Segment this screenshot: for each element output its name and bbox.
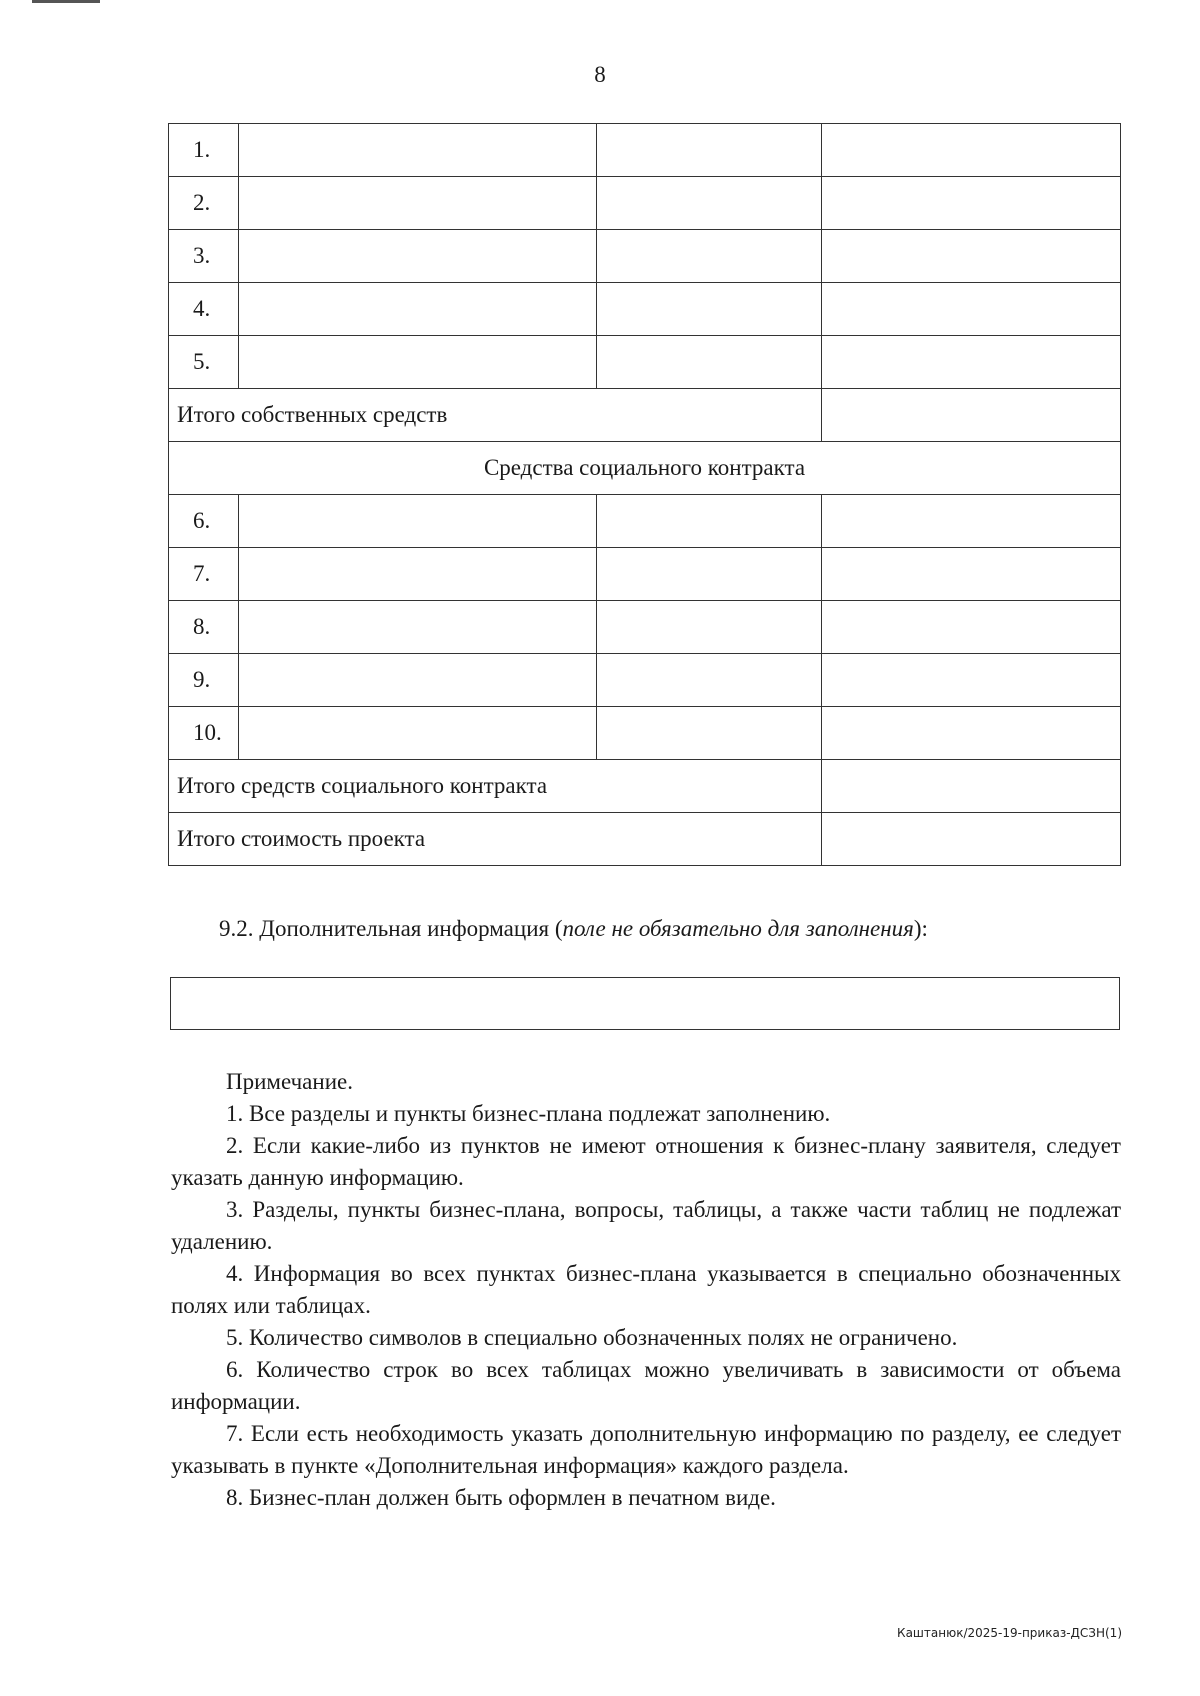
additional-info-suffix: ):: [913, 916, 928, 941]
section-row: [169, 442, 1121, 495]
table-cell: [822, 177, 1121, 230]
row-number: 9.: [169, 654, 239, 707]
table-row: [169, 495, 1121, 548]
own-total-label: Итого собственных средств: [169, 389, 822, 442]
table-row: [169, 283, 1121, 336]
table-cell: [597, 654, 822, 707]
row-number: 5.: [169, 336, 239, 389]
table-cell: [239, 283, 597, 336]
scan-corner-mark: [32, 0, 100, 3]
notes-block: [171, 1066, 1121, 1514]
row-number: 4.: [169, 283, 239, 336]
social-total-row: [169, 760, 1121, 813]
table-cell: [239, 707, 597, 760]
table-cell: [597, 124, 822, 177]
document-reference: Каштанюк/2025-19-приказ-ДСЗН(1): [897, 1626, 1122, 1640]
note-item: 6. Количество строк во всех таблицах можно увеличивать в зависимости от объема информации.: [171, 1357, 1121, 1414]
table-cell: [239, 601, 597, 654]
social-total-value: [822, 760, 1121, 813]
row-number: 2.: [169, 177, 239, 230]
project-total-row: [169, 813, 1121, 866]
row-number: 3.: [169, 230, 239, 283]
note-item: 3. Разделы, пункты бизнес-плана, вопросы, таблицы, а также части таблиц не подлежат удалению.: [171, 1197, 1121, 1254]
table-cell: [239, 177, 597, 230]
table-cell: [597, 336, 822, 389]
table-cell: [239, 124, 597, 177]
table-row: [169, 124, 1121, 177]
note-item: 8. Бизнес-план должен быть оформлен в печатном виде.: [226, 1485, 776, 1510]
page-number: 8: [594, 62, 606, 87]
table-cell: [822, 230, 1121, 283]
note-item: 7. Если есть необходимость указать дополнительную информацию по разделу, ее следует указывать в пункте «Дополнительная информация» каждого раздела.: [171, 1421, 1121, 1478]
row-number: 1.: [169, 124, 239, 177]
row-number: 10.: [169, 707, 239, 760]
table-row: [169, 601, 1121, 654]
table-cell: [597, 601, 822, 654]
note-item: 5. Количество символов в специально обозначенных полях не ограничено.: [226, 1325, 958, 1350]
table-cell: [822, 548, 1121, 601]
row-number: 6.: [169, 495, 239, 548]
additional-info-heading: [219, 916, 928, 942]
table-row: [169, 654, 1121, 707]
project-total-label: Итого стоимость проекта: [169, 813, 822, 866]
table-cell: [597, 230, 822, 283]
additional-info-optional-note: поле не обязательно для заполнения: [562, 916, 914, 941]
table-cell: [822, 124, 1121, 177]
additional-info-label: 9.2. Дополнительная информация (: [219, 916, 563, 941]
row-number: 7.: [169, 548, 239, 601]
row-number: 8.: [169, 601, 239, 654]
own-total-row: [169, 389, 1121, 442]
social-section-heading: Средства социального контракта: [169, 442, 1121, 495]
table-cell: [597, 495, 822, 548]
table-row: [169, 707, 1121, 760]
table-row: [169, 177, 1121, 230]
own-total-value: [822, 389, 1121, 442]
notes-heading: Примечание.: [226, 1069, 353, 1094]
table-row: [169, 336, 1121, 389]
table-cell: [822, 283, 1121, 336]
table-cell: [597, 283, 822, 336]
table-row: [169, 548, 1121, 601]
table-cell: [822, 601, 1121, 654]
table-cell: [597, 707, 822, 760]
table-cell: [239, 654, 597, 707]
table-cell: [239, 495, 597, 548]
budget-table: [168, 123, 1121, 866]
table-row: [169, 230, 1121, 283]
table-cell: [597, 177, 822, 230]
project-total-value: [822, 813, 1121, 866]
additional-info-field[interactable]: [170, 977, 1120, 1030]
table-cell: [239, 336, 597, 389]
table-cell: [822, 654, 1121, 707]
note-item: 4. Информация во всех пунктах бизнес-плана указывается в специально обозначенных полях или таблицах.: [171, 1261, 1121, 1318]
table-cell: [597, 548, 822, 601]
social-total-label: Итого средств социального контракта: [169, 760, 822, 813]
table-cell: [239, 230, 597, 283]
table-cell: [822, 336, 1121, 389]
table-cell: [822, 495, 1121, 548]
table-cell: [239, 548, 597, 601]
table-cell: [822, 707, 1121, 760]
note-item: 1. Все разделы и пункты бизнес-плана подлежат заполнению.: [226, 1101, 831, 1126]
note-item: 2. Если какие-либо из пунктов не имеют отношения к бизнес-плану заявителя, следует указать данную информацию.: [171, 1133, 1121, 1190]
